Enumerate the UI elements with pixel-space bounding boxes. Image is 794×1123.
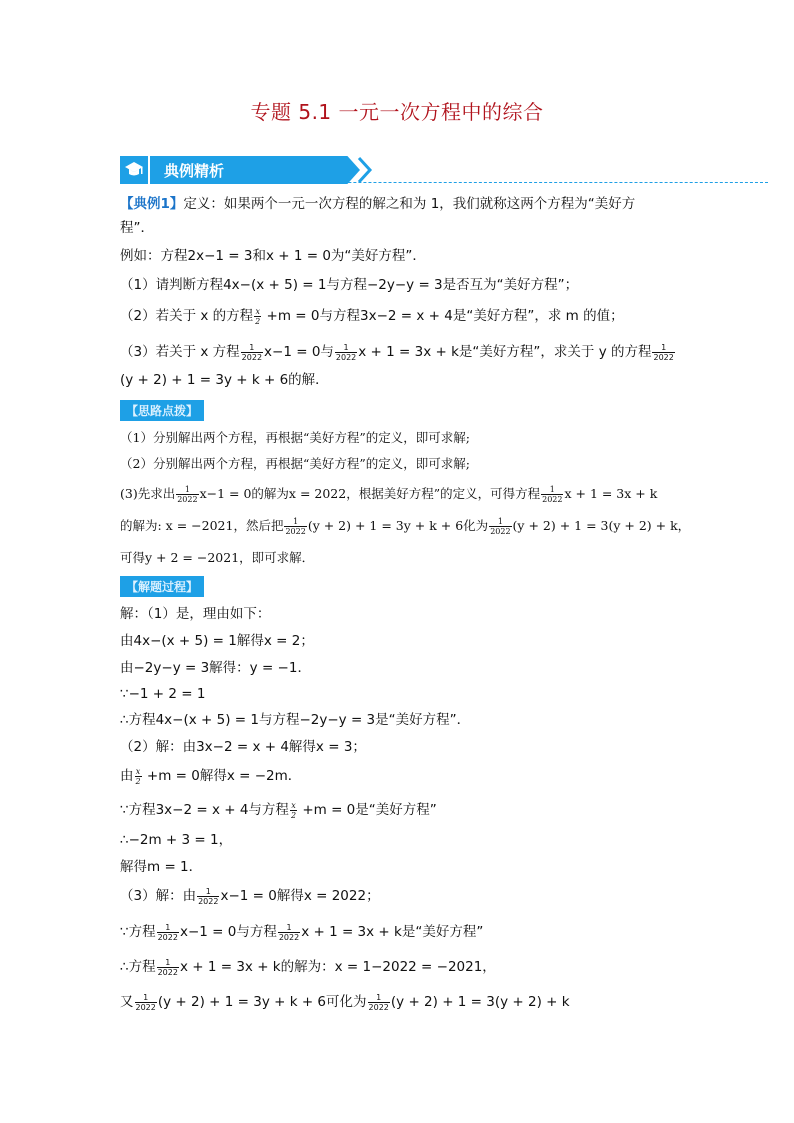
solution-line-8: ∵方程3x−2 = x + 4与方程 $\frac{x}{2}$ +m = 0是“美好方程” (120, 800, 437, 820)
solution-line-13: ∴方程 $\frac{1}{2022}$ x + 1 = 3x + k的解为：x = 1−2022 = −2021， (120, 957, 496, 977)
solution-line-3: 由−2y−y = 3解得：y = −1． (120, 660, 311, 676)
hint-line-3: (3)先求出 $\frac{1}{2022}$ x−1 = 0的解为x = 2022，根据美好方程”的定义，可得方程 $\frac{1}{2022}$ x + 1 = 3x + k (120, 485, 658, 504)
solution-line-7: 由 $\frac{x}{2}$ +m = 0解得x = −2m． (120, 766, 302, 786)
solution-line-14: 又 $\frac{1}{2022}$ (y + 2) + 1 = 3y + k + 6可化为 $\frac{1}{2022}$ (y + 2) + 1 = 3(y + 2) + k (120, 992, 570, 1012)
hint-line-5: 可得y + 2 = −2021，即可求解． (120, 550, 315, 565)
example-question-3-cont: (y + 2) + 1 = 3y + k + 6的解． (120, 372, 329, 388)
section-divider (258, 182, 768, 183)
solution-line-11: （3）解：由 $\frac{1}{2022}$ x−1 = 0解得x = 2022； (120, 886, 380, 906)
example-line-3: 例如：方程2x−1 = 3和x + 1 = 0为“美好方程”． (120, 248, 426, 264)
solution-line-9: ∴−2m + 3 = 1， (120, 832, 233, 848)
hint-tag: 【思路点拨】 (120, 400, 204, 421)
solution-line-6: （2）解：由3x−2 = x + 4解得x = 3； (120, 739, 366, 755)
solution-line-10: 解得m = 1． (120, 859, 203, 875)
hint-line-2: （2）分别解出两个方程，再根据“美好方程”的定义，即可求解; (120, 456, 470, 471)
solution-line-4: ∵−1 + 2 = 1 (120, 686, 206, 702)
solution-line-2: 由4x−(x + 5) = 1解得x = 2； (120, 633, 314, 649)
example-line-2: 程”． (120, 220, 154, 236)
example-question-2: （2）若关于 x 的方程 $\frac{x}{2}$ +m = 0与方程3x−2 = x + 4是“美好方程”，求 m 的值； (120, 306, 624, 326)
example-question-3: （3）若关于 x 方程 $\frac{1}{2022}$ x−1 = 0与 $\frac{1}{2022}$ x + 1 = 3x + k是“美好方程”，求关于 y 的方程 $\frac{1}{2022}$ (120, 342, 674, 362)
solution-line-5: ∴方程4x−(x + 5) = 1与方程−2y−y = 3是“美好方程”． (120, 712, 471, 728)
chevron-right-icon (356, 156, 374, 184)
page-title: 专题 5.1 一元一次方程中的综合 (250, 100, 544, 124)
solution-tag: 【解题过程】 (120, 576, 204, 597)
solution-line-1: 解：（1）是，理由如下： (120, 606, 271, 622)
hint-line-4: 的解为: x = −2021，然后把 $\frac{1}{2022}$ (y + 2) + 1 = 3y + k + 6化为 $\frac{1}{2022}$ (y + 2) + 1 = 3(y + 2) + k， (120, 517, 691, 536)
graduation-cap-icon (120, 156, 148, 184)
hint-line-1: （1）分别解出两个方程，再根据“美好方程”的定义，即可求解; (120, 430, 470, 445)
banner-label: 典例精析 (164, 162, 225, 180)
solution-line-12: ∵方程 $\frac{1}{2022}$ x−1 = 0与方程 $\frac{1}{2022}$ x + 1 = 3x + k是“美好方程” (120, 922, 484, 942)
example-tag: 【典例1】 (120, 196, 184, 212)
example-line-1: 【典例1】定义：如果两个一元一次方程的解之和为 1，我们就称这两个方程为“美好方 (120, 196, 636, 212)
example-question-1: （1）请判断方程4x−(x + 5) = 1与方程−2y−y = 3是否互为“美好方程”； (120, 277, 579, 293)
